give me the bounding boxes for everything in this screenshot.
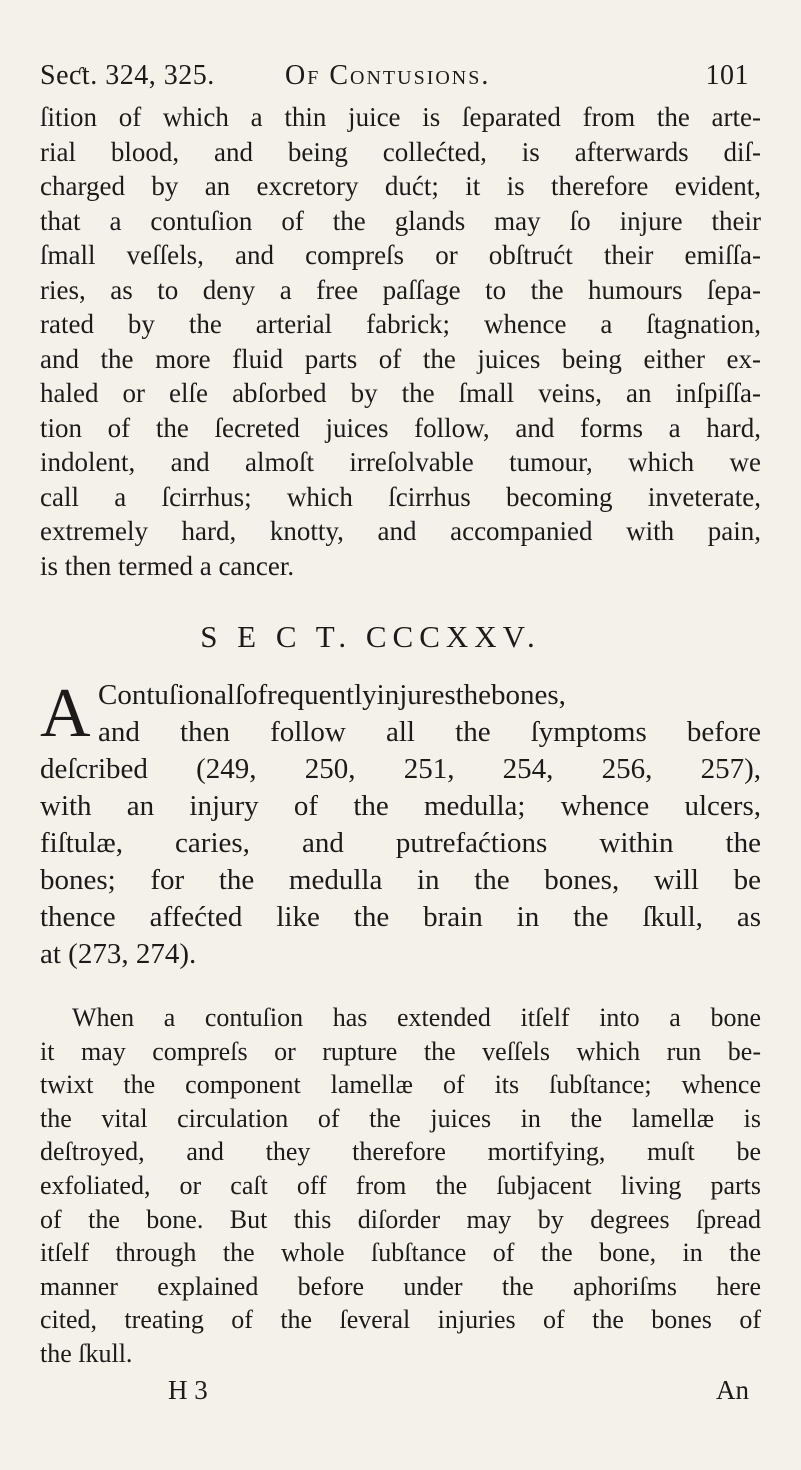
aphorism-block [40, 677, 761, 973]
aphorism-line: Contuſionalſofrequentlyinjuresthebones, [98, 679, 566, 711]
text-line: that a contuſion of the glands may ſo injure their [40, 205, 761, 236]
text-line: manner explained before under the aphoriſms here [40, 1271, 761, 1301]
text-line: of the bone. But this diſorder may by degrees ſpread [40, 1204, 761, 1234]
aphorism-line: bones; for the medulla in the bones, will be [40, 864, 761, 896]
section-reference: Seƈt. 324, 325. [40, 60, 215, 91]
text-line: deſtroyed, and they therefore mortifying, muſt be [40, 1137, 761, 1167]
text-line: twixt the component lamellæ of its ſubſtance; whence [40, 1070, 761, 1100]
text-line: haled or elſe abſorbed by the ſmall veins, an inſpiſſa- [40, 378, 761, 408]
aphorism-line: at (273, 274). [40, 938, 197, 970]
text-line: indolent, and almoſt irreſolvable tumour, which we [40, 447, 761, 477]
commentary-paragraph [40, 1001, 761, 1371]
continued-paragraph [40, 100, 761, 583]
aphorism-line: and then follow all the ſymptoms before [98, 716, 761, 748]
text-line: rial blood, and being collećted, is afterwards diſ- [40, 136, 761, 167]
text-line: is then termed a cancer. [40, 550, 295, 581]
aphorism-line: with an injury of the medulla; whence ulcers, [40, 790, 761, 822]
aphorism-line: thence affećted like the brain in the ſkull, as [40, 901, 761, 933]
text-line: the vital circulation of the juices in the lamellæ is [40, 1103, 761, 1133]
page-footer [40, 1375, 761, 1409]
text-line: tion of the ſecreted juices follow, and forms a hard, [40, 412, 761, 443]
text-line: extremely hard, knotty, and accompanied with pain, [40, 516, 761, 546]
aphorism-line: deſcribed (249, 250, 251, 254, 256, 257), [40, 753, 761, 785]
text-line: and the more fluid parts of the juices being either ex- [40, 343, 761, 374]
chapter-title: Of Contusions. [285, 60, 491, 91]
signature-mark: H 3 [168, 1374, 208, 1405]
catchword: An [716, 1374, 749, 1405]
text-line: ſmall veſſels, and compreſs or obſtrućt their emiſſa- [40, 240, 761, 270]
aphorism-line: fiſtulæ, caries, and putrefaćtions within the [40, 827, 761, 859]
text-line: call a ſcirrhus; which ſcirrhus becoming inveterate, [40, 481, 761, 512]
text-line: rated by the arterial fabrick; whence a ſtagnation, [40, 309, 761, 339]
drop-cap: A [40, 675, 91, 752]
text-line: exfoliated, or caſt off from the ſubjacent living parts [40, 1170, 761, 1200]
text-line: cited, treating of the ſeveral injuries of the bones of [40, 1305, 761, 1335]
text-line: ſition of which a thin juice is ſeparated from the arte- [40, 102, 761, 132]
page-number: 101 [705, 60, 749, 91]
text-line: ries, as to deny a free paſſage to the humours ſepa- [40, 274, 761, 305]
text-line: charged by an excretory dućt; it is therefore evident, [40, 171, 761, 201]
text-line: it may compreſs or rupture the veſſels which run be- [40, 1036, 761, 1066]
running-head [40, 60, 761, 98]
text-line: itſelf through the whole ſubſtance of the bone, in the [40, 1238, 761, 1268]
section-heading: S E C T. CCCXXV. [200, 619, 541, 654]
text-line: the ſkull. [40, 1338, 133, 1368]
text-line: When a contuſion has extended itſelf into a bone [72, 1003, 761, 1032]
